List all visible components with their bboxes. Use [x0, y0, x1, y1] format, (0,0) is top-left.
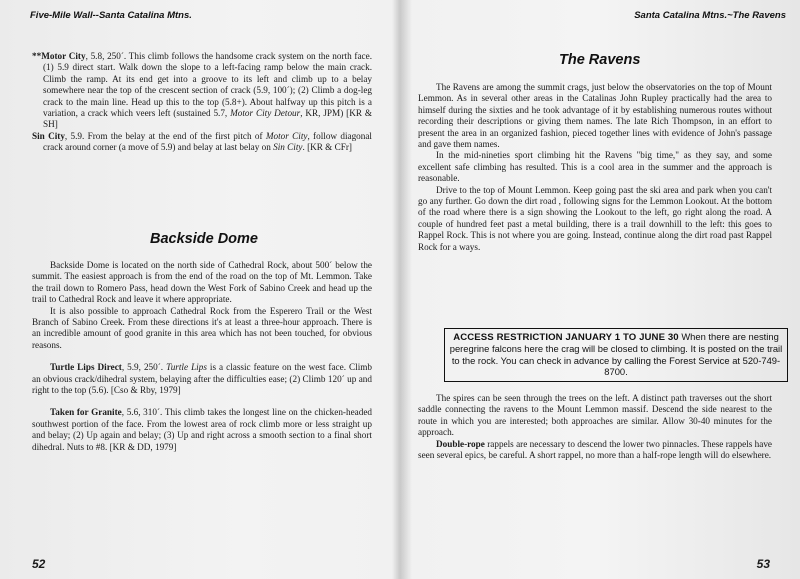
- intro-paragraph-1: Backside Dome is located on the north side of Cathedral Rock, about 500´ below the summit. The easiest approach is from the end of the road on the top of Mt. Lemmon. Take the trail down to Romero Pass, head down the West Fork of Sabino Creek and head up the trail to Cathedral Rock and leave it where appropriate.: [32, 260, 372, 305]
- right-page: [402, 0, 800, 579]
- left-page-number: 52: [32, 557, 46, 571]
- route-sin-city: Sin City, 5.9. From the belay at the end of the first pitch of Motor City, follow diagonal crack around corner (a move of 5.9) and belay at last belay on Sin City. [KR & CFr]: [32, 130, 372, 153]
- right-page-number: 53: [756, 557, 770, 571]
- ravens-body-top: [418, 82, 772, 253]
- left-page: [0, 0, 398, 579]
- access-restriction-notice: [444, 328, 788, 382]
- ravens-paragraph-5: Double-rope rappels are necessary to descend the lower two pinnacles. These rappels have seen several epics, be careful. A short rappel, no more than a half-rope length will do elsewhere.: [418, 438, 772, 461]
- ravens-paragraph-1: The Ravens are among the summit crags, just below the observatories on the top of Mount Lemmon. As in several other areas in the Catalinas John Rupley practically had the area to himself during the sixties and he took advantage of it by establishing numerous routes without recording their descriptions or giving them names. The late Rich Thompson, in an effort to present the area in an organized fashion, pieced together lines with evidence of John's passage and gave them names.: [418, 82, 772, 150]
- right-running-head: Santa Catalina Mtns.~The Ravens: [634, 10, 786, 21]
- route-taken-for-granite: Taken for Granite, 5.6, 310´. This climb takes the longest line on the chicken-headed southwest portion of the face. From the lowest area of rock climb more or less straight up and belay; (2) Up again and belay; (3) Up and right across a smooth section to a final short dihedral. Nuts to #8. [KR & DD, 1979]: [32, 407, 373, 452]
- ravens-body-bottom: [418, 393, 772, 461]
- backside-dome-body: [32, 260, 372, 453]
- section-title-the-ravens: The Ravens: [559, 52, 641, 68]
- ravens-paragraph-3: Drive to the top of Mount Lemmon. Keep going past the ski area and park when you can't go any further. Go down the dirt road , following signs for the Lemmon Lookout. At the bottom of the road where there is a sign showing the Lookout to the left, go right along the road. A couple of hundred feet past a metal building, there is a trail downhill to the left: this goes to Rappel Rock. This is not where you are going. Instead, continue along the dirt road past Rappel Rock for a ways.: [418, 184, 772, 252]
- route-motor-city: **Motor City, 5.8, 250´. This climb follows the handsome crack system on the north face. (1) 5.9 direct start. Walk down the slope to a left-facing ramp below the main crack. Climb the ramp. At its end get into a groove to its left and climb up to a belay somewhere near the top of the crescent section of crack (5.9, 100´); (2) Climb a dog-leg crack to the main line. Head up this to the top (5.8+). About halfway up this pitch is a variation, a crack which veers left (sustained 5.7, Motor City Detour, KR, JPM) [KR & SH]: [32, 51, 373, 130]
- ravens-paragraph-4: The spires can be seen through the trees on the left. A distinct path traverses out the short saddle connecting the ravens to the Mount Lemmon massif. Descend the side nearest to the route in which you are interested; both approaches are similar. Allow 30-40 minutes for the approach.: [418, 393, 772, 438]
- notice-heading: ACCESS RESTRICTION JANUARY 1 TO JUNE 30: [453, 332, 679, 343]
- ravens-paragraph-2: In the mid-nineties sport climbing hit the Ravens "big time," as they say, and some excellent safe climbing has resulted. This is a cool area in the summer and the approach is reasonable.: [418, 150, 772, 184]
- left-running-head: Five-Mile Wall--Santa Catalina Mtns.: [30, 10, 192, 21]
- route-turtle-lips: Turtle Lips Direct, 5.9, 250´. Turtle Lips is a classic feature on the west face. Climb an obvious crack/dihedral system, belaying after the difficulties ease; (2) Climb 120´ up and right to the top (5.6). [Cso & Rby, 1979]: [32, 362, 372, 396]
- notice-body: When there are nesting peregrine falcons here the crag will be closed to climbing. It is posted on the trail to the rock. You can check in advance by calling the Forest Service at 520-749-8700.: [449, 331, 783, 378]
- section-title-backside-dome: Backside Dome: [150, 231, 258, 247]
- route-list-top: [32, 51, 372, 154]
- intro-paragraph-2: It is also possible to approach Cathedral Rock from the Esperero Trail or the West Branch of Sabino Creek. From these directions it's at least a three-hour approach. There is an incredible amount of good granite in this area which has not been touched, for obvious reasons.: [32, 305, 372, 350]
